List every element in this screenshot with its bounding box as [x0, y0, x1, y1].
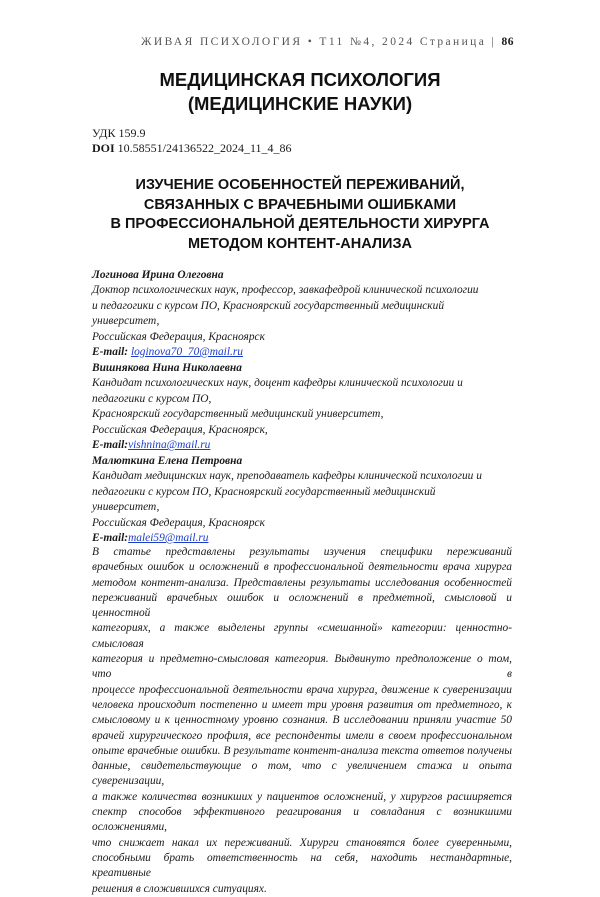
author-email-line [92, 438, 522, 453]
abstract-line: что снижает накал их переживаний. Хирурги становятся более суверенными, [92, 836, 512, 849]
author-name: Вишнякова Нина Николаевна [92, 362, 242, 374]
article-title-line-3: В ПРОФЕССИОНАЛЬНОЙ ДЕЯТЕЛЬНОСТИ ХИРУРГА [110, 216, 490, 232]
author-name: Малюткина Елена Петровна [92, 455, 243, 467]
article-title-line-1: ИЗУЧЕНИЕ ОСОБЕННОСТЕЙ ПЕРЕЖИВАНИЙ, [135, 177, 465, 193]
author-email-link[interactable]: malei59@mail.ru [128, 532, 209, 545]
abstract-line: категориях, а также выделены группы «смешанной» категории: ценностно-смысловая [92, 622, 512, 650]
doi-value: 10.58551/24136522_2024_11_4_86 [117, 141, 292, 155]
abstract-line: врачей хирургического профиля, все респонденты имели в своем профессиональном [92, 729, 512, 742]
author-email-line [92, 345, 522, 360]
abstract-line: смысловому и к ценностному уровню сознания. В исследовании приняли участие 50 [92, 714, 512, 727]
page-number: 86 [501, 36, 514, 48]
abstract-line: методом контент-анализа. Представлены результаты исследования особенностей [92, 576, 512, 589]
author-affiliation-line: Российская Федерация, Красноярск [92, 516, 265, 529]
author-affiliation-line: Российская Федерация, Красноярск, [92, 423, 268, 436]
running-header: ЖИВАЯ ПСИХОЛОГИЯ • Т11 №4, 2024 Страница | 86 [141, 36, 514, 48]
author-name: Логинова Ирина Олеговна [92, 269, 224, 281]
email-label: E-mail: [92, 532, 129, 545]
abstract-line: В статье представлены результаты изучения специфики переживаний [92, 546, 512, 558]
author-affiliation-line: педагогики с курсом ПО, Красноярский государственный медицинский [92, 485, 436, 498]
author-affiliation-line: Кандидат медицинских наук, преподаватель кафедры клинической психологии и [92, 470, 482, 483]
doi-line [92, 141, 292, 156]
udk-code: УДК 159.9 [92, 126, 146, 140]
author-affiliation-line: педагогики с курсом ПО, [92, 392, 212, 405]
article-title-line-2: СВЯЗАННЫХ С ВРАЧЕБНЫМИ ОШИБКАМИ [143, 196, 457, 213]
email-label: E-mail: [92, 346, 129, 359]
udk-block [92, 126, 292, 156]
abstract [92, 545, 512, 897]
author-block [92, 268, 522, 360]
abstract-line: решения в сложившихся ситуациях. [92, 882, 267, 895]
abstract-line: врачебных ошибок и осложнений в профессиональной деятельности врача хирурга [92, 561, 512, 574]
author-affiliation-line: университет, [92, 501, 160, 514]
author-block [92, 454, 522, 546]
author-affiliation-line: Доктор психологических наук, профессор, завкафедрой клинической психологии [92, 284, 479, 297]
abstract-line: спектр способов эффективного реагирования и совладания с возникшими осложнениями, [92, 806, 512, 834]
author-affiliation-line: университет, [92, 315, 160, 328]
abstract-line: опыте врачебные ошибки. В результате контент-анализа текста ответов получены [92, 744, 512, 757]
abstract-line: способными брать ответственность на себя, находить нестандартные, креативные [92, 851, 512, 880]
article-title [60, 176, 540, 254]
author-affiliation-line: Российская Федерация, Красноярск [92, 330, 265, 343]
author-email-link[interactable]: vishnina@mail.ru [128, 439, 211, 452]
abstract-line: категория и предметно-смысловая категория. Выдвинуто предположение о том, что в [92, 653, 512, 681]
author-email-link[interactable]: loginova70_70@mail.ru [130, 346, 243, 359]
section-title-line-1: МЕДИЦИНСКАЯ ПСИХОЛОГИЯ [159, 69, 441, 90]
author-block [92, 361, 522, 453]
author-affiliation-line: Кандидат психологических наук, доцент кафедры клинической психологии и [92, 377, 463, 390]
abstract-line: переживаний врачебных ошибок и осложнений в предметной, смысловой и ценностной [92, 591, 512, 620]
abstract-line: человека происходит постепенно и имеет три уровня развития от предметного, к [92, 698, 512, 711]
email-label: E-mail: [92, 439, 129, 452]
journal-info: ЖИВАЯ ПСИХОЛОГИЯ • Т11 №4, 2024 Страница [141, 36, 487, 48]
abstract-line: процессе профессиональной деятельности врача хирурга, движение к суверенизации [92, 683, 512, 696]
section-title-line-2: (МЕДИЦИНСКИЕ НАУКИ) [187, 93, 413, 114]
abstract-line: данные, свидетельствующие о том, что с увеличением стажа и опыта суверенизации, [92, 760, 512, 788]
abstract-line: а также количества возникших у пациентов осложнений, у хирургов расширяется [92, 790, 512, 803]
article-title-line-4: МЕТОДОМ КОНТЕНТ-АНАЛИЗА [187, 235, 413, 252]
author-affiliation-line: Красноярский государственный медицинский университет, [92, 408, 384, 421]
doi-label: DOI [92, 141, 115, 155]
author-affiliation-line: и педагогики с курсом ПО, Красноярский государственный медицинский [92, 299, 445, 312]
section-title [0, 68, 600, 116]
